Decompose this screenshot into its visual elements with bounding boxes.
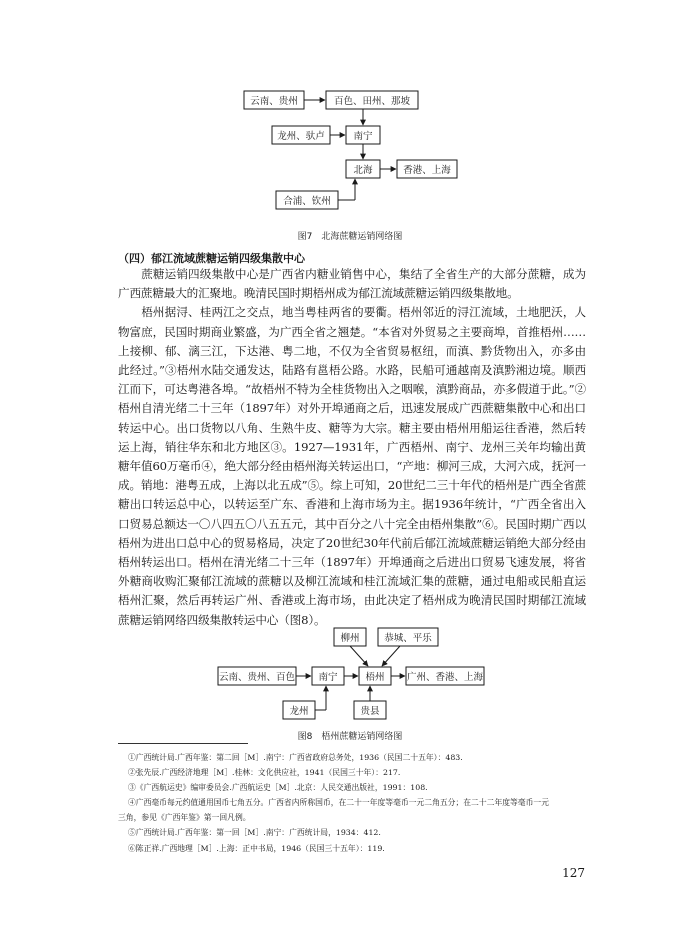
- svg-text:龙州、驮卢: 龙州、驮卢: [277, 131, 325, 142]
- fig8-node-longzhou: [283, 701, 315, 719]
- paragraph-2: 梧州据浔、桂两江之交点，地当粤桂两省的要衢。梧州邻近的浔江流域，土地肥沃，人物富庶，民国时期商业繁盛，为广西全省之翘楚。“本省对外贸易之主要商埠，首推梧州……上接柳、郁、漓三江，下达港、粤二地，不仅为全省贸易枢纽，而滇、黔货物出入，亦多由此经过。”③梧州水陆交通发达，陆路有邕梧公路。水路，民船可通越南及滇黔湘边境。顺西江而下，可达粤港各埠。“故梧州不特为全桂货物出入之咽喉，滇黔商品，亦多假道于此。”②梧州自清光绪二十三年（1897年）对外开埠通商之后，迅速发展成广西蔗糖集散中心和出口转运中心。出口货物以八角、生熟牛皮、糖等为大宗。糖主要由梧州用船运往香港，然后转运上海，销往华东和北方地区③。1927—1931年，广西梧州、南宁、龙州三关年均输出黄糖年值60万毫币④，绝大部分经由梧州海关转运出口，“产地：柳河三成，大河六成，抚河一成。销地：港粤五成，上海以北五成”⑤。综上可知，20世纪二三十年代的梧州是广西全省蔗糖出口转运总中心，以转运至广东、香港和上海市场为主。据1936年统计，“广西全省出入口贸易总额达一〇八四五〇八五五元，其中百分之八十完全由梧州集散”⑥。民国时期广西以梧州为进出口总中心的贸易格局，决定了20世纪30年代前后郁江流域蔗糖运销绝大部分经由梧州转运出口。梧州在清光绪二十三年（1897年）开埠通商之后进出口贸易飞速发展，将省外糖商收购汇聚郁江流域的蔗糖以及柳江流域和桂江流域汇集的蔗糖，通过电船或民船直运梧州汇聚，然后再转运广州、香港或上海市场，由此决定了梧州成为晚清民国时期郁江流域蔗糖运销网络四级集散转运中心（图8）。: [118, 305, 586, 627]
- svg-text:云南、贵州、百色: 云南、贵州、百色: [218, 672, 296, 683]
- svg-text:龙州: 龙州: [289, 706, 309, 717]
- fig7-node-hepu-qinzhou: [276, 191, 338, 209]
- svg-text:香港、上海: 香港、上海: [403, 165, 451, 176]
- page-number: 127: [562, 866, 585, 880]
- paragraph-1: 蔗糖运销四级集散中心是广西省内糖业销售中心，集结了全省生产的大部分蔗糖，成为广西蔗糖最大的汇聚地。晚清民国时期梧州成为郁江流域蔗糖运销四级集散地。: [118, 267, 586, 301]
- svg-text:合浦、钦州: 合浦、钦州: [283, 196, 331, 207]
- svg-text:北海: 北海: [353, 165, 373, 176]
- svg-text:百色、田州、那坡: 百色、田州、那坡: [333, 96, 411, 107]
- section-heading: （四）郁江流域蔗糖运销四级集散中心: [118, 252, 305, 265]
- fig7-node-hk-shanghai: [397, 160, 457, 178]
- svg-text:贵县: 贵县: [360, 706, 380, 717]
- footnote-6: ⑥陈正祥.广西地理［M］.上海：正中书局，1946（民国三十五年）：119.: [128, 844, 385, 853]
- footnote-2: ②张先辰.广西经济地理［M］.桂林：文化供应社，1941（民国三十年）：217.: [128, 768, 401, 777]
- figure8-caption: 图8 梧州蔗糖运销网络图: [297, 732, 403, 742]
- fig7-node-bose-tianzhou-napo: [326, 91, 418, 109]
- fig8-node-gz-hk-sh: [406, 667, 484, 685]
- svg-text:云南、贵州: 云南、贵州: [250, 96, 298, 107]
- svg-text:恭城、平乐: 恭城、平乐: [384, 633, 432, 644]
- fig7-node-longzhou-jilu: [272, 126, 330, 144]
- fig7-node-nanning: [346, 126, 380, 144]
- fig8-node-nanning: [312, 667, 344, 685]
- fig7-node-yunnan-guizhou: [244, 91, 304, 109]
- svg-text:广州、香港、上海: 广州、香港、上海: [406, 672, 484, 683]
- svg-text:南宁: 南宁: [353, 131, 373, 142]
- footnote-4: ④广西毫币每元约值通用国币七角五分。广西省内所称国币，在二十一年度等毫币一元二角五分；在二十二年度等毫币一元: [128, 798, 550, 807]
- svg-text:梧州: 梧州: [365, 672, 385, 683]
- fig8-node-liuzhou: [334, 628, 366, 646]
- fig8-node-wuzhou: [359, 667, 391, 685]
- figure7-diagram: [0, 0, 700, 220]
- figure7-caption: 图7 北海蔗糖运销网络图: [297, 232, 403, 242]
- fig8-arrow-liuzhou-to-wuzhou: [350, 646, 368, 666]
- footnote-1: ①广西统计局.广西年鉴：第二回［M］.南宁：广西省政府总务处，1936（民国二十五年）：483.: [128, 753, 463, 762]
- figure8-diagram: [0, 625, 700, 725]
- body-text: [118, 265, 586, 630]
- svg-text:南宁: 南宁: [318, 672, 338, 683]
- footnote-rule: [118, 743, 248, 744]
- fig8-arrow-gongcheng-to-wuzhou: [382, 646, 400, 666]
- footnote-5: ⑤广西统计局.广西年鉴：第一回［M］.南宁：广西统计局，1934：412.: [128, 828, 381, 837]
- footnote-4-continued: 三角，参见《广西年鉴》第一回凡例。: [118, 813, 251, 822]
- svg-text:柳州: 柳州: [340, 633, 360, 644]
- fig7-node-beihai: [346, 160, 380, 178]
- fig8-node-gongcheng-pingle: [378, 628, 438, 646]
- fig8-node-yunnan-guizhou-bose: [218, 667, 296, 685]
- fig8-node-guixian: [354, 701, 386, 719]
- footnote-3: ③《广西航运史》编审委员会.广西航运史［M］.北京：人民交通出版社，1991：108.: [128, 783, 428, 792]
